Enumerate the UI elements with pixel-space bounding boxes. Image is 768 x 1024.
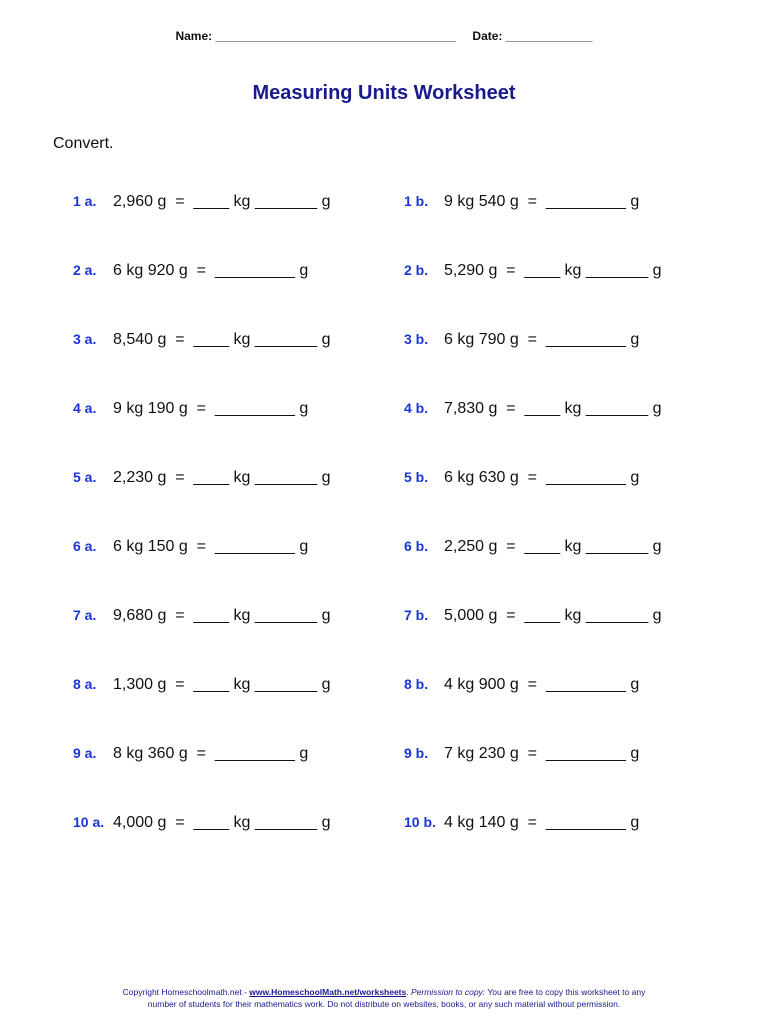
- problem-6b: [404, 536, 662, 556]
- problem-number: 9 a.: [73, 745, 97, 761]
- problem-1a: [73, 191, 331, 211]
- problem-text[interactable]: 2,230 g = ____ kg _______ g: [113, 469, 331, 486]
- problem-4b: [404, 398, 662, 418]
- problem-number: 6 a.: [73, 538, 97, 554]
- problem-7a: [73, 605, 331, 625]
- problem-number: 4 a.: [73, 400, 97, 416]
- problem-text[interactable]: 5,290 g = ____ kg _______ g: [444, 262, 662, 279]
- problem-5a: [73, 467, 331, 487]
- problem-5b: [404, 467, 639, 487]
- problem-number: 4 b.: [404, 400, 429, 416]
- problem-3a: [73, 329, 331, 349]
- problem-text[interactable]: 2,960 g = ____ kg _______ g: [113, 193, 331, 210]
- problem-number: 3 a.: [73, 331, 97, 347]
- problem-text[interactable]: 4 kg 140 g = _________ g: [444, 814, 640, 831]
- problem-number: 7 b.: [404, 607, 429, 623]
- problem-4a: [73, 398, 308, 418]
- footer: [0, 986, 768, 1010]
- problem-text[interactable]: 8 kg 360 g = _________ g: [113, 745, 309, 762]
- problem-text[interactable]: 1,300 g = ____ kg _______ g: [113, 676, 331, 693]
- problem-number: 7 a.: [73, 607, 97, 623]
- problem-text[interactable]: 4 kg 900 g = _________ g: [444, 676, 640, 693]
- problem-text[interactable]: 6 kg 150 g = _________ g: [113, 538, 309, 555]
- problem-9a: [73, 743, 308, 763]
- problem-number: 6 b.: [404, 538, 429, 554]
- problem-number: 8 a.: [73, 676, 97, 692]
- problem-text[interactable]: 9,680 g = ____ kg _______ g: [113, 607, 331, 624]
- problem-number: 5 a.: [73, 469, 97, 485]
- problem-text[interactable]: 8,540 g = ____ kg _______ g: [113, 331, 331, 348]
- name-label: Name:: [175, 29, 213, 43]
- problem-text[interactable]: 4,000 g = ____ kg _______ g: [113, 814, 331, 831]
- footer-permission-text: You are free to copy this worksheet to any: [485, 987, 646, 997]
- problem-text[interactable]: 6 kg 790 g = _________ g: [444, 331, 640, 348]
- problem-text[interactable]: 7 kg 230 g = _________ g: [444, 745, 640, 762]
- worksheet-title: Measuring Units Worksheet: [252, 82, 516, 104]
- problem-number: 1 a.: [73, 193, 97, 209]
- problem-text[interactable]: 9 kg 190 g = _________ g: [113, 400, 309, 417]
- problem-3b: [404, 329, 639, 349]
- problem-7b: [404, 605, 662, 625]
- problem-1b: [404, 191, 639, 211]
- problem-10a: [73, 812, 331, 832]
- problem-8b: [404, 674, 639, 694]
- problem-text[interactable]: 9 kg 540 g = _________ g: [444, 193, 640, 210]
- problem-9b: [404, 743, 639, 763]
- problem-text[interactable]: 2,250 g = ____ kg _______ g: [444, 538, 662, 555]
- problem-number: 10 b.: [404, 814, 436, 830]
- footer-line-1: [0, 986, 768, 998]
- footer-period: .: [406, 987, 411, 997]
- name-blank[interactable]: ____________________________________: [215, 29, 456, 43]
- problem-number: 3 b.: [404, 331, 429, 347]
- footer-permission-label: Permission to copy:: [410, 987, 486, 997]
- problem-6a: [73, 536, 308, 556]
- footer-line-2: number of students for their mathematics work. Do not distribute on websites, books, or any such material without permission.: [147, 999, 621, 1009]
- problem-number: 8 b.: [404, 676, 429, 692]
- date-blank[interactable]: _____________: [505, 29, 593, 43]
- problem-text[interactable]: 7,830 g = ____ kg _______ g: [444, 400, 662, 417]
- problem-number: 9 b.: [404, 745, 429, 761]
- problem-number: 10 a.: [73, 814, 105, 830]
- problem-2a: [73, 260, 308, 280]
- footer-copyright: Copyright Homeschoolmath.net -: [122, 987, 250, 997]
- problem-text[interactable]: 5,000 g = ____ kg _______ g: [444, 607, 662, 624]
- problem-number: 2 a.: [73, 262, 97, 278]
- problem-number: 2 b.: [404, 262, 429, 278]
- instruction-text: Convert.: [53, 135, 114, 152]
- problem-text[interactable]: 6 kg 630 g = _________ g: [444, 469, 640, 486]
- name-date-header: [0, 29, 768, 43]
- date-label: Date:: [472, 29, 503, 43]
- problem-number: 5 b.: [404, 469, 429, 485]
- footer-link[interactable]: www.HomeschoolMath.net/worksheets: [249, 987, 407, 997]
- problem-10b: [404, 812, 639, 832]
- problem-8a: [73, 674, 331, 694]
- problem-2b: [404, 260, 662, 280]
- problem-number: 1 b.: [404, 193, 429, 209]
- problem-text[interactable]: 6 kg 920 g = _________ g: [113, 262, 309, 279]
